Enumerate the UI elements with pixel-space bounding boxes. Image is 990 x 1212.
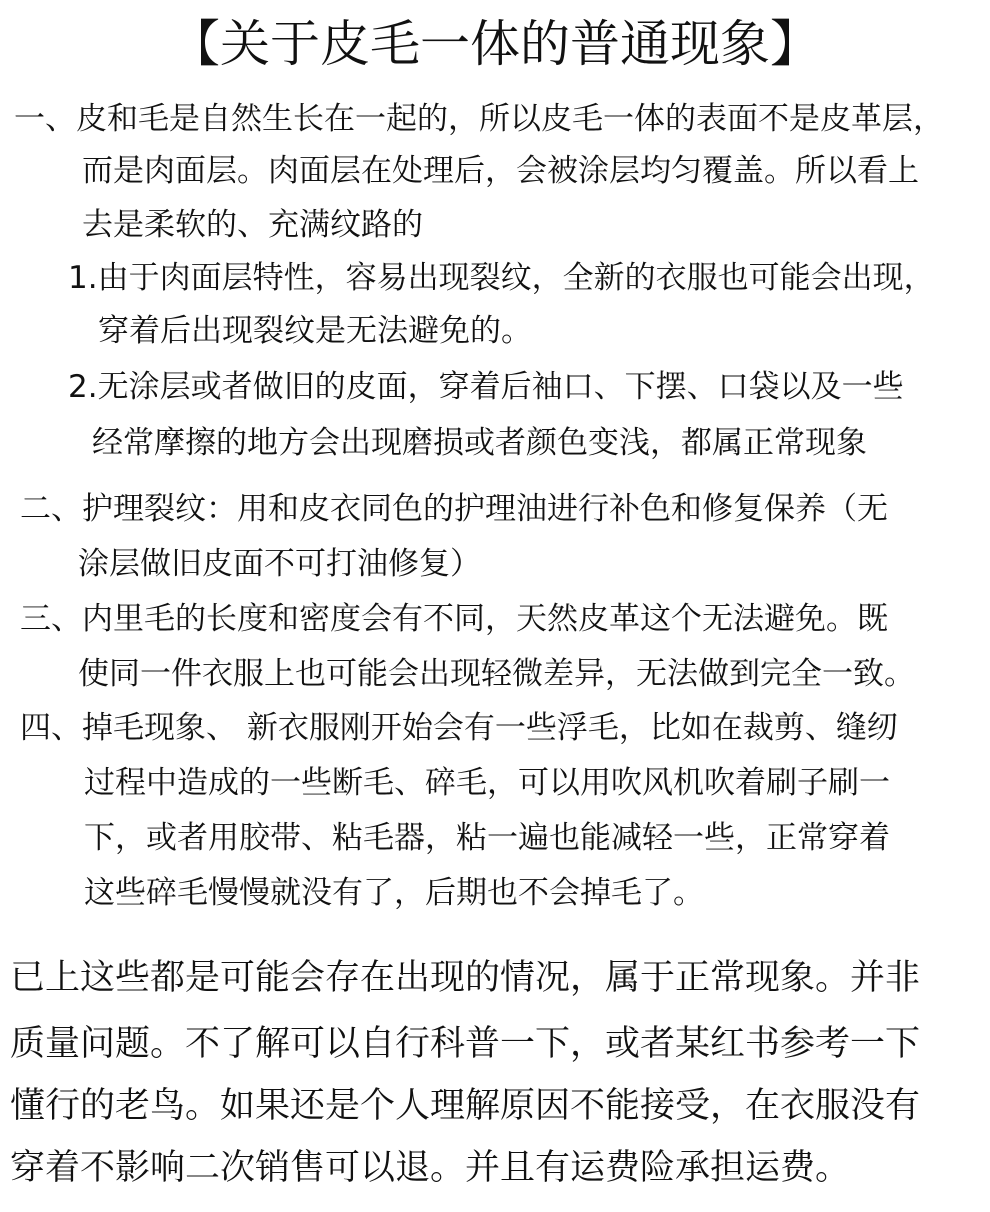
item-1-line-2: 穿着后出现裂纹是无法避免的。 [98, 313, 532, 349]
item-1-line-1: 1.由于肉面层特性，容易出现裂纹，全新的衣服也可能会出现， [68, 260, 935, 296]
section-2-line-1: 二、护理裂纹：用和皮衣同色的护理油进行补色和修复保养（无 [20, 491, 888, 527]
section-3-line-2: 使同一件衣服上也可能会出现轻微差异，无法做到完全一致。 [78, 656, 915, 692]
section-4-line-4: 这些碎毛慢慢就没有了，后期也不会掉毛了。 [84, 875, 704, 911]
item-2-line-2: 经常摩擦的地方会出现磨损或者颜色变浅，都属正常现象 [92, 425, 867, 461]
section-3-line-1: 三、内里毛的长度和密度会有不同，天然皮革这个无法避免。既 [20, 601, 888, 637]
closing-line-4: 穿着不影响二次销售可以退。并且有运费险承担运费。 [10, 1148, 851, 1188]
section-4-line-3: 下，或者用胶带、粘毛器，粘一遍也能减轻一些，正常穿着 [84, 820, 890, 856]
section-2-line-2: 涂层做旧皮面不可打油修复） [78, 546, 481, 582]
section-1-line-1: 一、皮和毛是自然生长在一起的，所以皮毛一体的表面不是皮革层， [14, 101, 944, 137]
section-1-line-3: 去是柔软的、充满纹路的 [82, 207, 423, 243]
section-4-line-1: 四、掉毛现象、 新衣服刚开始会有一些浮毛，比如在裁剪、缝纫 [20, 710, 898, 746]
section-1-line-2: 而是肉面层。肉面层在处理后，会被涂层均匀覆盖。所以看上 [82, 153, 919, 189]
item-2-line-1: 2.无涂层或者做旧的皮面，穿着后袖口、下摆、口袋以及一些 [68, 369, 904, 405]
closing-line-2: 质量问题。不了解可以自行科普一下，或者某红书参考一下 [10, 1024, 921, 1064]
closing-line-1: 已上这些都是可能会存在出现的情况，属于正常现象。并非 [10, 958, 921, 998]
closing-line-3: 懂行的老鸟。如果还是个人理解原因不能接受，在衣服没有 [10, 1086, 921, 1126]
section-4-line-2: 过程中造成的一些断毛、碎毛，可以用吹风机吹着刷子刷一 [84, 765, 890, 801]
page-title: 【关于皮毛一体的普通现象】 [170, 15, 820, 73]
